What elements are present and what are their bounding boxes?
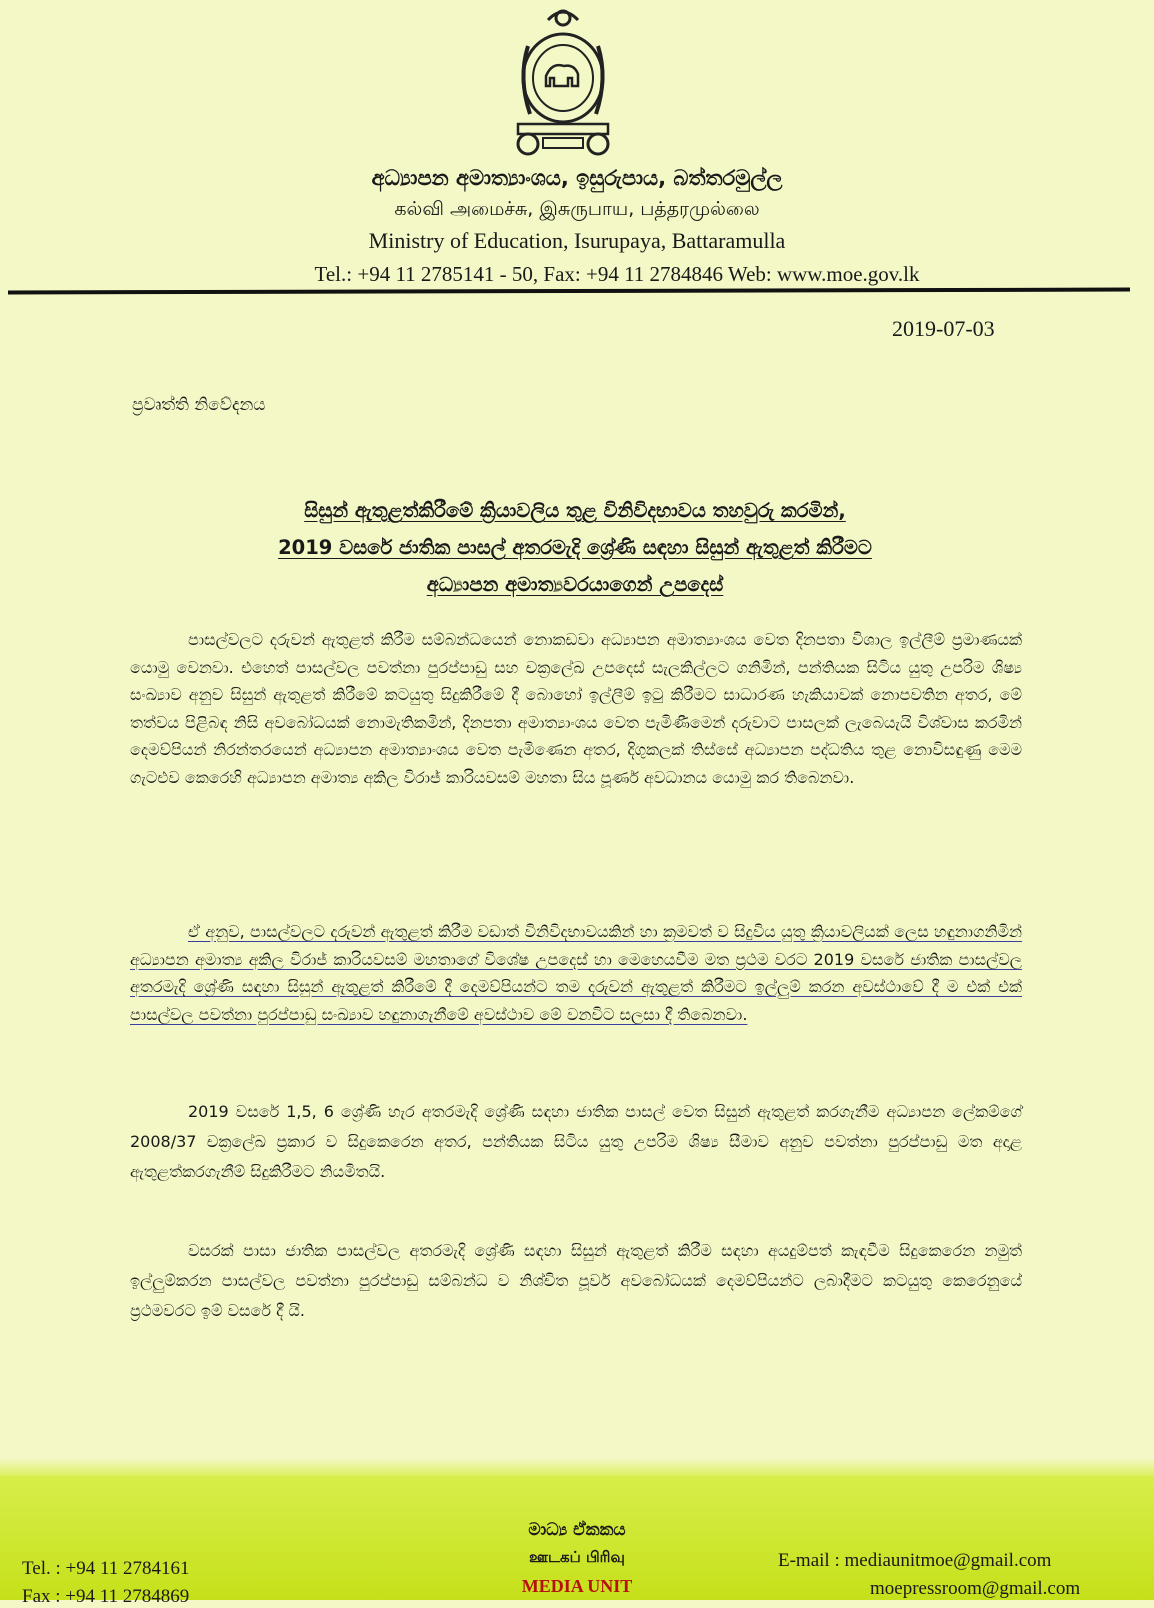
header-english-title: Ministry of Education, Isurupaya, Battaramulla xyxy=(368,228,786,253)
footer-unit-tamil: ஊடகப் பிரிவு xyxy=(529,1548,625,1566)
body-paragraph-1: පාසල්වලට දරුවන් ඇතුළත් කිරීම සම්බන්ධයෙන් නොකඩවා අධ්‍යාපන අමාත්‍යාංශය වෙත දිනපතා විශාල ඉල්ලීම් ප්‍රමාණයක් යොමු වෙනවා. එහෙත් පාසල්වල පවත්නා පුරප්පාඩු සහ චක්‍රලේඛ උපදෙස් සැලකිල්ලට ගනිමින්, පන්තියක සිටිය යුතු උපරිම ශිෂ්‍ය සංඛ්‍යාව අනුව සිසුන් ඇතුළත් කිරීමේ කටයුතු සිදුකිරීමේ දී බොහෝ ඉල්ලීම් ඉටු කිරීමට සාධාරණ හැකියාවක් නොපවතින අතර, මේ තත්වය පිළිබඳ නිසි අවබෝධයක් නොමැතිකමින්, දිනපතා අමාත්‍යාංශය වෙත පැමිණීමෙන් දරුවාට පාසලක් ලැබෙයැයි විශ්වාස කරමින් දෙමව්පියන් නිරන්තරයෙන් අධ්‍යාපන අමාත්‍යාංශය වෙත පැමිණෙන අතර, දිගුකලක් තිස්සේ අධ්‍යාපන පද්ධතිය තුළ නොවිසඳුණු මෙම ගැටළුව කෙරෙහි අධ්‍යාපන අමාත්‍ය අකිල විරාජ් කාරියවසම් මහතා සිය පූර්ණ අවධානය යොමු කර තිබෙනවා. xyxy=(130,630,1022,787)
title-line-1: සිසුන් ඇතුළත්කිරීමේ ක්‍රියාවලිය තුළ විනිවිදභාවය තහවුරු කරමින්, xyxy=(304,499,846,522)
header-contact-line: Tel.: +94 11 2785141 - 50, Fax: +94 11 2784846 Web: www.moe.gov.lk xyxy=(314,262,920,286)
header-tamil-title: கல்வி அமைச்சு, இசுருபாய, பத்தரமுல்லை xyxy=(394,198,760,220)
header-divider xyxy=(8,288,1130,295)
notice-type: ප්‍රවෘත්ති නිවේදනය xyxy=(132,395,266,415)
body-paragraph-3: 2019 වසරේ 1,5, 6 ශ්‍රේණි හැර අතරමැදි ශ්‍රේණි සඳහා ජාතික පාසල් වෙත සිසුන් ඇතුළත් කරගැනීම අධ්‍යාපන ලේකම්ගේ 2008/37 චක්‍රලේඛ ප්‍රකාර ව සිදුකෙරෙන අතර, පන්තියක සිටිය යුතු උපරිම ශිෂ්‍ය සීමාව අනුව පවත්නා පුරප්පාඩු මත අදාළ ඇතුළත්කරගැනීම් සිදුකිරීමට නියමිතයි. xyxy=(130,1102,1022,1181)
footer-unit-english: MEDIA UNIT xyxy=(521,1576,633,1596)
release-date: 2019-07-03 xyxy=(892,316,995,341)
title-line-2: 2019 වසරේ ජාතික පාසල් අතරමැදි ශ්‍රේණි සඳහා සිසුන් ඇතුළත් කිරීමට xyxy=(278,536,872,559)
header-sinhala-title: අධ්‍යාපන අමාත්‍යාංශය, ඉසුරුපාය, බත්තරමුල්ල xyxy=(371,166,783,190)
footer-telephone: Tel. : +94 11 2784161 xyxy=(22,1558,190,1579)
footer-fax: Fax : +94 11 2784869 xyxy=(22,1586,190,1607)
footer-email-primary: E-mail : mediaunitmoe@gmail.com xyxy=(778,1550,1052,1571)
state-emblem-icon xyxy=(508,6,618,162)
body-paragraph-4: වසරක් පාසා ජාතික පාසල්වල අතරමැදි ශ්‍රේණි සඳහා සිසුන් ඇතුළත් කිරීම සඳහා අයදුම්පත් කැඳවීම සිදුකෙරෙන නමුත් ඉල්ලුම්කරන පාසල්වල පවත්නා පුරප්පාඩු සම්බන්ධ ව නිශ්චිත පූර්ව අවබෝධයක් දෙමව්පියන්ට ලබාදීමට කටයුතු කෙරෙනුයේ ප්‍රථමවරට ඉම් වසරේ දී යි. xyxy=(130,1241,1022,1320)
body-paragraph-2: ඒ අනුව, පාසල්වලට දරුවන් ඇතුළත් කිරීම වඩාත් විනිවිදභාවයකින් හා ක්‍රමවත් ව සිදුවිය යුතු ක්‍රියාවලියක් ලෙස හඳුනාගනිමින් අධ්‍යාපන අමාත්‍ය අකිල විරාජ් කාරියවසම් මහතාගේ විශේෂ උපදෙස් හා මෙහෙයවීම මත ප්‍රථම වරට 2019 වසරේ ජාතික පාසල්වල අතරමැදි ශ්‍රේණි සඳහා සිසුන් ඇතුළත් කිරීමේ දී දෙමව්පියන්ට තම දරුවන් ඇතුළත් කිරීමට ඉල්ලුම් කරන අවස්ථාවේ දී ම එක් එක් පාසල්වල පවත්නා පුරප්පාඩු සංඛ්‍යාව හඳුනාගැනීමේ අවස්ථාව මේ වනවිට සලසා දී තිබෙනවා. xyxy=(130,922,1022,1024)
footer-email-secondary: moepressroom@gmail.com xyxy=(870,1578,1081,1599)
footer-unit-sinhala: මාධ්‍ය ඒකකය xyxy=(528,1520,626,1540)
title-line-3: අධ්‍යාපන අමාත්‍යවරයාගෙන් උපදෙස් xyxy=(426,573,724,596)
release-title xyxy=(160,492,990,603)
